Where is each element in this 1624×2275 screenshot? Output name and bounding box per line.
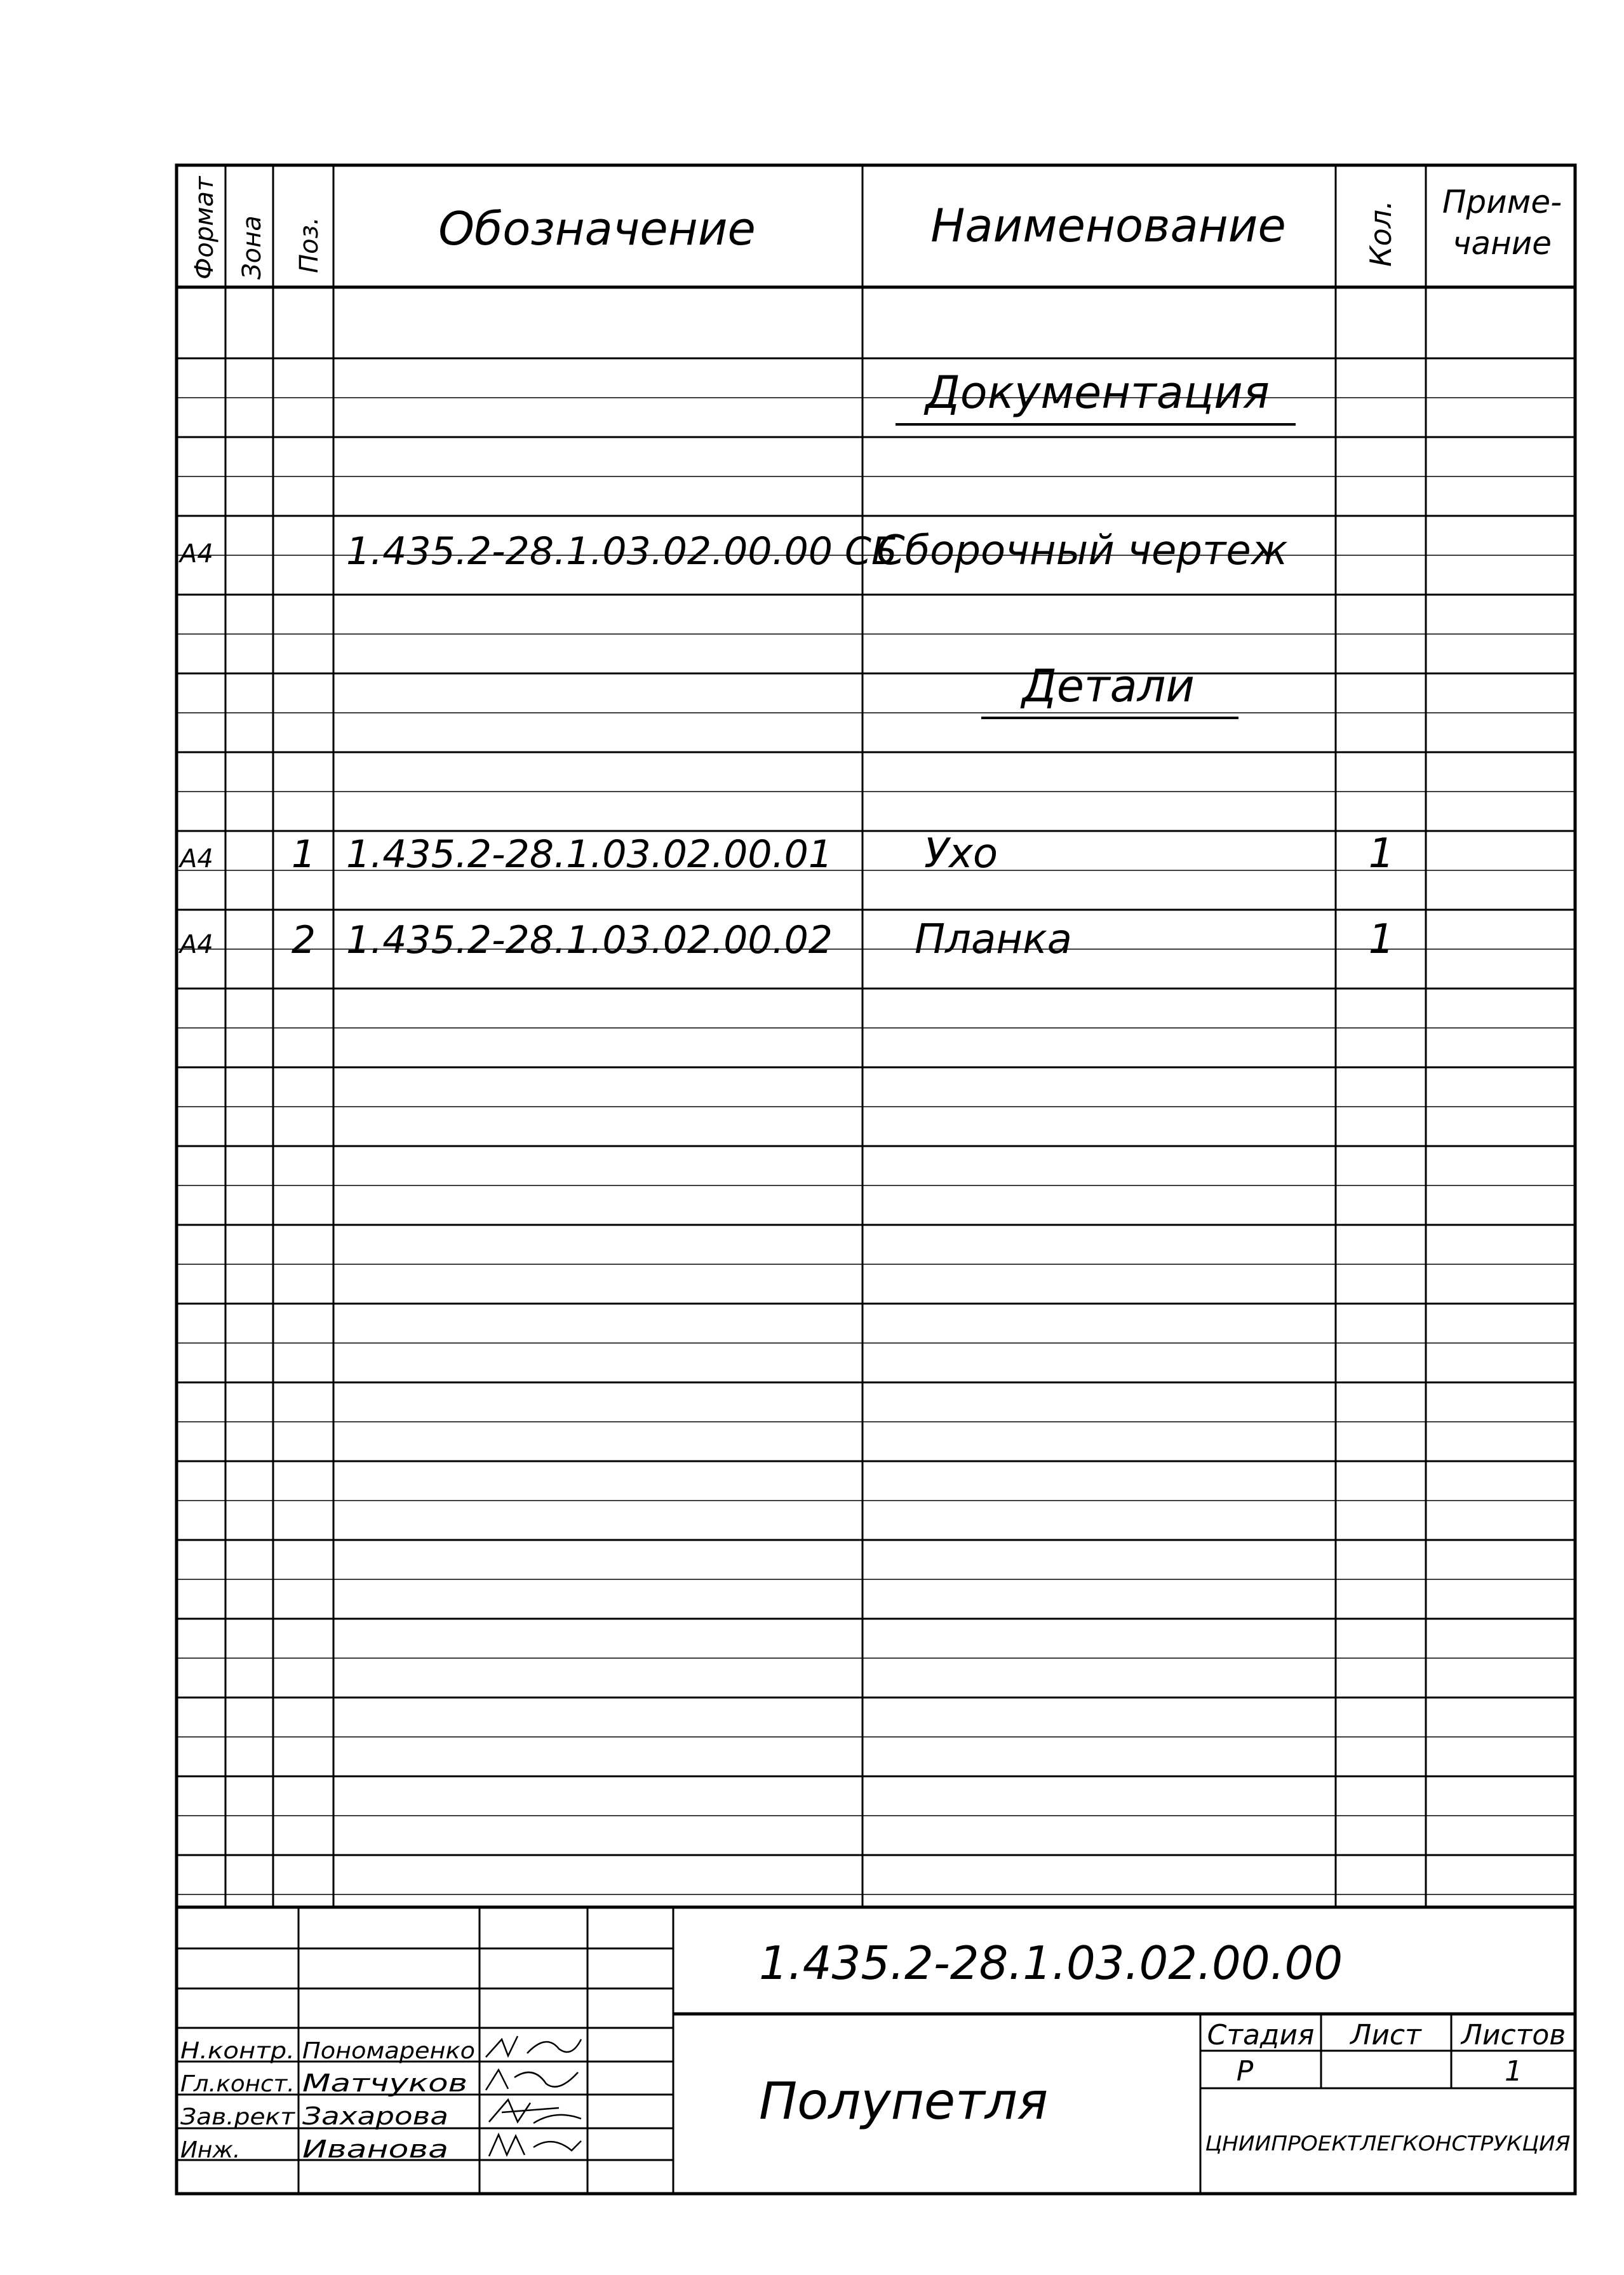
signature-role: Зав.рект — [180, 2104, 296, 2130]
row-name: Сборочный чертеж — [876, 527, 1288, 574]
spec-grid-verticals — [225, 165, 1426, 1907]
row-pos: 2 — [291, 918, 316, 962]
row-qty: 1 — [1368, 916, 1395, 963]
stage-label: Стадия — [1207, 2019, 1315, 2051]
signature-row — [180, 2069, 578, 2097]
document-title: Полупетля — [759, 2072, 1048, 2131]
row-qty: 1 — [1368, 830, 1395, 877]
row-format: А4 — [180, 930, 213, 959]
signature-name: Иванова — [302, 2135, 448, 2163]
signature-row — [180, 2135, 581, 2163]
signature-name: Матчуков — [302, 2069, 467, 2097]
row-format: А4 — [180, 844, 213, 874]
sheets-label: Листов — [1461, 2019, 1566, 2051]
row-name: Планка — [915, 916, 1072, 963]
organization: ЦНИИПРОЕКТЛЕГКОНСТРУКЦИЯ — [1205, 2131, 1571, 2156]
signature-name: Захарова — [302, 2102, 448, 2130]
header-qty: Кол. — [1364, 200, 1398, 267]
row-designation: 1.435.2-28.1.03.02.00.01 — [346, 832, 833, 877]
signature-role: Н.контр. — [180, 2038, 295, 2064]
header-format: Формат — [190, 176, 219, 280]
signature-role: Гл.конст. — [180, 2071, 295, 2097]
signature-scribble — [486, 2036, 581, 2057]
doc-number: 1.435.2-28.1.03.02.00.00 — [759, 1936, 1343, 1990]
header-name: Наименование — [930, 199, 1286, 252]
row-format: А4 — [180, 539, 213, 569]
spec-grid-rows — [177, 358, 1575, 1894]
signature-scribble — [486, 2070, 578, 2090]
signature-scribble — [489, 2135, 581, 2156]
signature-row — [180, 2100, 581, 2130]
header-designation: Обозначение — [438, 202, 756, 255]
sheet-frame — [177, 165, 1575, 2194]
row-designation: 1.435.2-28.1.03.02.00.00 СБ — [346, 529, 898, 574]
table-row — [178, 916, 1394, 963]
spec-header — [190, 175, 1562, 280]
row-designation: 1.435.2-28.1.03.02.00.02 — [346, 918, 833, 962]
section-documentation: Документация — [925, 367, 1270, 419]
sheet-label: Лист — [1350, 2019, 1421, 2051]
signature-row — [180, 2036, 581, 2064]
header-note-line2: чание — [1452, 225, 1552, 262]
row-name: Ухо — [924, 830, 998, 877]
signature-role: Инж. — [180, 2137, 241, 2163]
header-note-line1: Приме- — [1442, 184, 1562, 220]
signature-name: Пономаренко — [302, 2038, 475, 2064]
table-row — [178, 527, 1288, 574]
signature-scribble — [489, 2100, 581, 2123]
stage-value: Р — [1236, 2055, 1254, 2088]
section-parts: Детали — [1022, 660, 1195, 712]
row-pos: 1 — [291, 832, 316, 877]
header-zone: Зона — [238, 215, 267, 280]
sheets-value: 1 — [1505, 2055, 1522, 2088]
header-pos: Поз. — [295, 217, 324, 273]
